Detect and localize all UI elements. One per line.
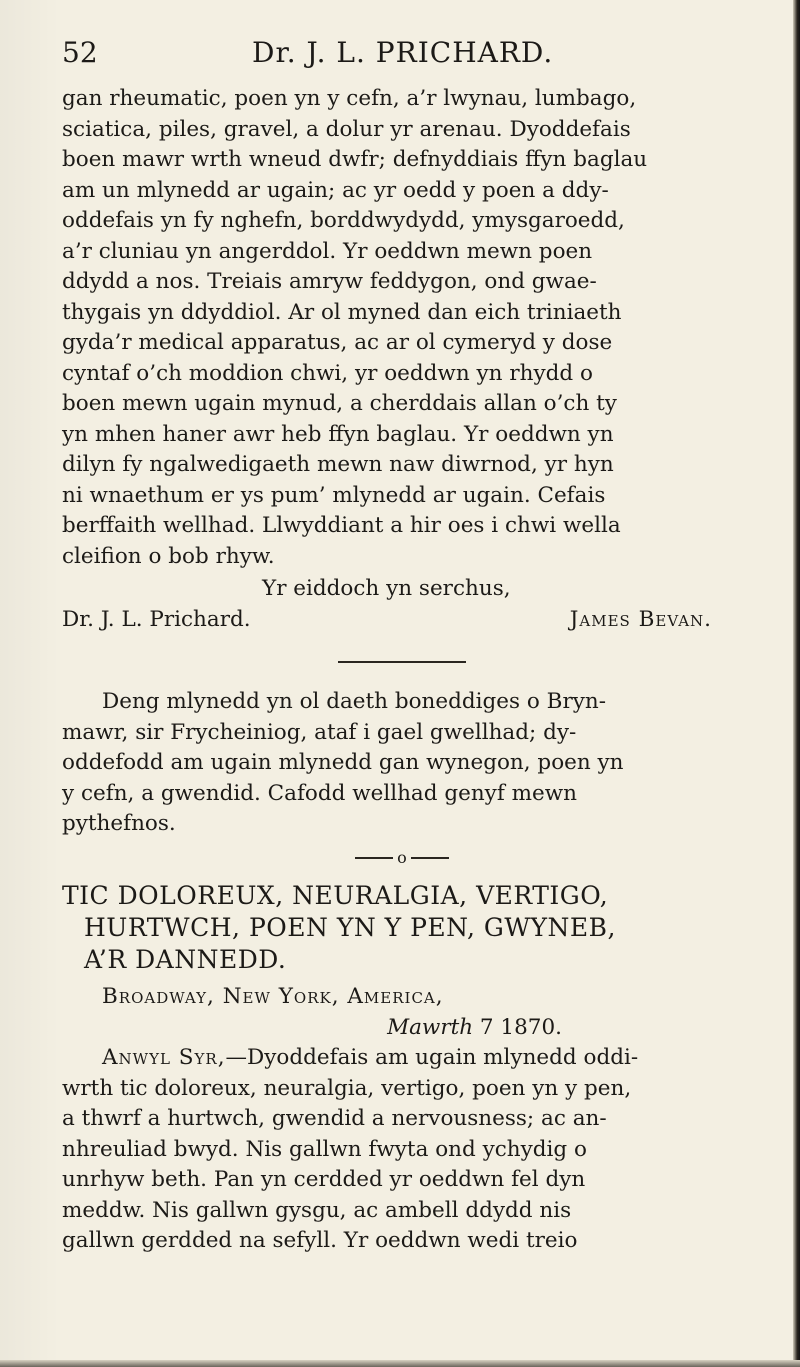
text-line: pythefnos. [62, 811, 176, 836]
letter2-body [62, 1043, 742, 1257]
date-rest: 7 1870. [479, 1014, 562, 1040]
page-header [62, 36, 742, 76]
page-edge-shadow [793, 0, 800, 1367]
page-bottom-edge [0, 1360, 800, 1367]
text-line: sciatica, piles, gravel, a dolur yr arenau. Dyoddefais [62, 116, 631, 142]
page-shading [0, 0, 60, 1367]
text-line: Deng mlynedd yn ol daeth boneddiges o Bryn- [102, 689, 607, 714]
text-line: a’r cluniau yn angerddol. Yr oeddwn mewn poen [62, 238, 593, 264]
ornament-divider [62, 848, 742, 869]
text-line: unrhyw beth. Pan yn cerdded yr oeddwn fel dyn [62, 1167, 586, 1192]
letter-place: Broadway, New York, America, [102, 984, 444, 1009]
letter-body [62, 84, 742, 572]
heading-line: A’R DANNEDD. [84, 945, 287, 974]
text-line: ni wnaethum er ys pum’ mlynedd ar ugain. Cefais [62, 482, 606, 508]
heading-line: TIC DOLOREUX, NEURALGIA, VERTIGO, [62, 881, 609, 910]
letter-closing: Yr eiddoch yn serchus, [262, 576, 511, 601]
section-divider-rule [338, 661, 466, 663]
text-line: gyda’r medical apparatus, ac ar ol cymeryd y dose [62, 330, 613, 355]
salutation: Anwyl Syr, [102, 1045, 226, 1070]
text-line: am un mlynedd ar ugain; ac yr oedd y poen a ddy- [62, 177, 609, 203]
addressee: Dr. J. L. Prichard. [62, 606, 251, 632]
letter-date [62, 1013, 742, 1044]
text-line: gan rheumatic, poen yn y cefn, a’r lwynau, lumbago, [62, 86, 637, 111]
text-line: meddw. Nis gallwn gysgu, ac ambell ddydd nis [62, 1197, 572, 1223]
running-head: Dr. J. L. PRICHARD. [252, 36, 554, 69]
heading-line: HURTWCH, POEN YN Y PEN, GWYNEB, [84, 913, 616, 942]
page-number: 52 [62, 36, 98, 69]
text-line: berffaith wellhad. Llwyddiant a hir oes i chwi wella [62, 513, 621, 538]
signature: James Bevan. [569, 606, 712, 632]
text-line: mawr, sir Frycheiniog, ataf i gael gwellhad; dy- [62, 719, 577, 745]
ornament-dash [355, 857, 393, 859]
note-paragraph [62, 687, 742, 840]
section-heading [62, 880, 742, 976]
text-line: nhreuliad bwyd. Nis gallwn fwyta ond ychydig o [62, 1136, 587, 1162]
ornament-dash [411, 857, 449, 859]
text-line: gallwn gerdded na sefyll. Yr oeddwn wedi treio [62, 1228, 578, 1253]
page-content [62, 84, 742, 1257]
text-line: oddefodd am ugain mlynedd gan wynegon, poen yn [62, 750, 624, 775]
text-line: cyntaf o’ch moddion chwi, yr oeddwn yn rhydd o [62, 360, 593, 386]
text-line: boen mawr wrth wneud dwfr; defnyddiais ffyn baglau [62, 147, 648, 172]
date-month: Mawrth [387, 1014, 474, 1040]
text-line: y cefn, a gwendid. Cafodd wellhad genyf mewn [62, 780, 577, 806]
text-line [62, 1043, 742, 1074]
text-line: wrth tic doloreux, neuralgia, vertigo, poen yn y pen, [62, 1075, 632, 1101]
text-line: boen mewn ugain mynud, a cherddais allan o’ch ty [62, 391, 617, 416]
ornament-circle: o [397, 848, 407, 867]
text-line: a thwrf a hurtwch, gwendid a nervousness; ac an- [62, 1106, 607, 1131]
text-line: oddefais yn fy nghefn, borddwydydd, ymysgaroedd, [62, 208, 625, 233]
text-line: thygais yn ddyddiol. Ar ol myned dan eich triniaeth [62, 299, 622, 325]
text-line: ddydd a nos. Treiais amryw feddygon, ond gwae- [62, 269, 597, 294]
text-line: cleifion o bob rhyw. [62, 543, 275, 569]
text-line: yn mhen haner awr heb ffyn baglau. Yr oeddwn yn [62, 421, 614, 447]
text-span: —Dyoddefais am ugain mlynedd oddi- [225, 1045, 639, 1070]
text-line: dilyn fy ngalwedigaeth mewn naw diwrnod, yr hyn [62, 452, 614, 477]
signature-row [62, 605, 742, 636]
